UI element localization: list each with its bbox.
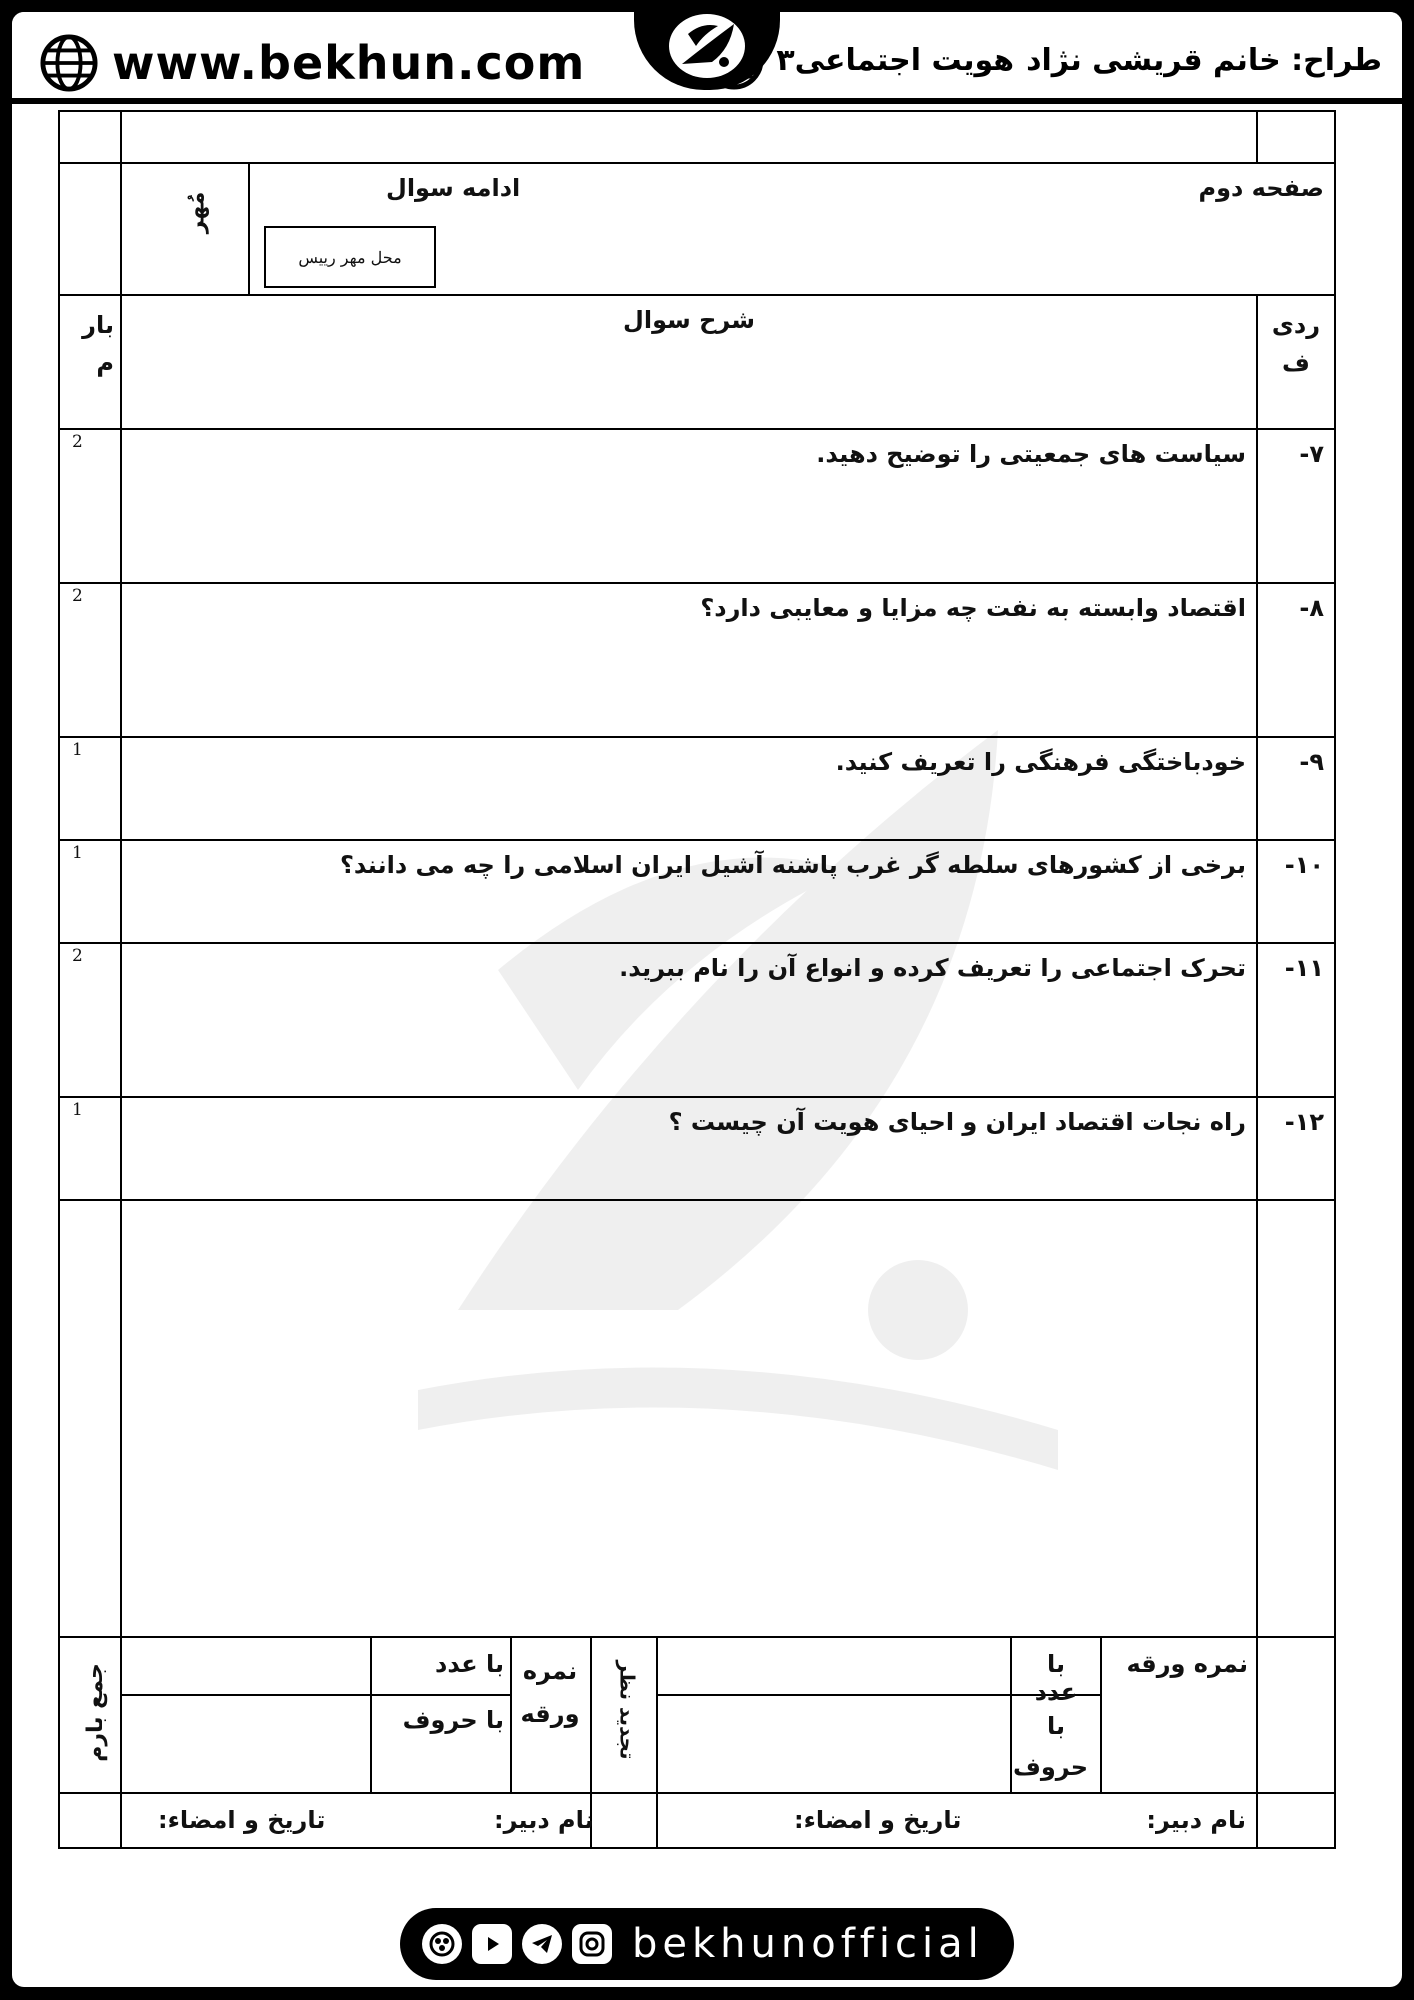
- question-number: ۱۲-: [1284, 1108, 1324, 1136]
- question-score: 2: [72, 586, 83, 606]
- instagram-icon[interactable]: [572, 1924, 612, 1964]
- site-url: www.bekhun.com: [112, 36, 586, 90]
- site-link[interactable]: [40, 34, 585, 92]
- logo-icon: [652, 4, 762, 86]
- social-footer: [400, 1908, 1014, 1980]
- question-text: برخی از کشورهای سلطه گر غرب پاشنه آشیل ایران اسلامی را چه می دانند؟: [340, 851, 1246, 879]
- telegram-icon[interactable]: [522, 1924, 562, 1964]
- by-letters-line2: حروف: [1012, 1752, 1088, 1781]
- question-score: 1: [72, 740, 83, 760]
- teacher-name-label-left: نام دبیر:: [494, 1806, 594, 1834]
- score-header-line2: م: [96, 349, 114, 378]
- sheet-score-label-left: [514, 1650, 586, 1736]
- stamp-label: مُهر: [184, 191, 210, 234]
- question-number: ۸-: [1299, 594, 1324, 622]
- question-number: ۱۱-: [1284, 954, 1324, 982]
- social-handle[interactable]: bekhunofficial: [632, 1921, 984, 1967]
- logo-badge: [634, 0, 780, 90]
- question-score: 1: [72, 1100, 83, 1120]
- continue-label: ادامه سوال: [386, 174, 521, 202]
- row-header-line2: ف: [1282, 349, 1310, 378]
- grade-letters-field[interactable]: [658, 1696, 1010, 1792]
- date-sign-label: تاریخ و امضاء:: [794, 1806, 962, 1834]
- sheet-score-line1: نمره: [522, 1657, 578, 1685]
- score-header-line1: بار: [82, 311, 114, 339]
- globe-icon: [40, 34, 98, 92]
- question-score: 2: [72, 432, 83, 452]
- page-label: صفحه دوم: [1198, 174, 1324, 202]
- question-number: ۱۰-: [1284, 851, 1324, 879]
- question-number: ۷-: [1299, 440, 1324, 468]
- row-header: [1268, 306, 1324, 383]
- teacher-name-label: نام دبیر:: [1146, 1806, 1246, 1834]
- question-text: راه نجات اقتصاد ایران و احیای هویت آن چیست ؟: [668, 1108, 1246, 1136]
- description-header: شرح سوال: [623, 306, 755, 334]
- sheet-score-label: نمره ورقه: [1126, 1650, 1248, 1678]
- row-header-line1: ردی: [1271, 311, 1321, 339]
- revision-label: تجدید نظر: [615, 1660, 640, 1760]
- grade-number-field-left[interactable]: [122, 1640, 370, 1694]
- sheet-score-line2: ورقه: [520, 1700, 580, 1729]
- by-number-label: با عدد: [1034, 1650, 1078, 1706]
- designer-name: طراح: خانم قریشی نژاد: [1026, 42, 1382, 78]
- by-letters-line1: با: [1046, 1712, 1066, 1740]
- grade-letters-field-left[interactable]: [122, 1696, 370, 1792]
- exam-sheet: [58, 110, 1336, 1849]
- course-title: هویت اجتماعی۳: [776, 42, 1015, 78]
- header-title: [704, 30, 1382, 90]
- score-header: [64, 306, 114, 383]
- question-text: اقتصاد وابسته به نفت چه مزایا و معایبی دارد؟: [700, 594, 1246, 622]
- question-text: خودباختگی فرهنگی را تعریف کنید.: [835, 748, 1246, 776]
- stamp-box: محل مهر رییس: [264, 226, 436, 288]
- question-score: 2: [72, 946, 83, 966]
- camera-icon[interactable]: [422, 1924, 462, 1964]
- grade-number-field[interactable]: [658, 1640, 1010, 1694]
- total-score-label: جمع بارم: [82, 1663, 108, 1762]
- by-number-label-left: با عدد: [435, 1650, 504, 1678]
- question-score: 1: [72, 843, 83, 863]
- question-number: ۹-: [1299, 748, 1324, 776]
- youtube-icon[interactable]: [472, 1924, 512, 1964]
- by-letters-label-left: با حروف: [402, 1706, 504, 1734]
- by-letters-label: [1012, 1706, 1088, 1788]
- question-text: سیاست های جمعیتی را توضیح دهید.: [816, 440, 1246, 468]
- question-text: تحرک اجتماعی را تعریف کرده و انواع آن را نام ببرید.: [619, 954, 1246, 982]
- date-sign-label-left: تاریخ و امضاء:: [158, 1806, 326, 1834]
